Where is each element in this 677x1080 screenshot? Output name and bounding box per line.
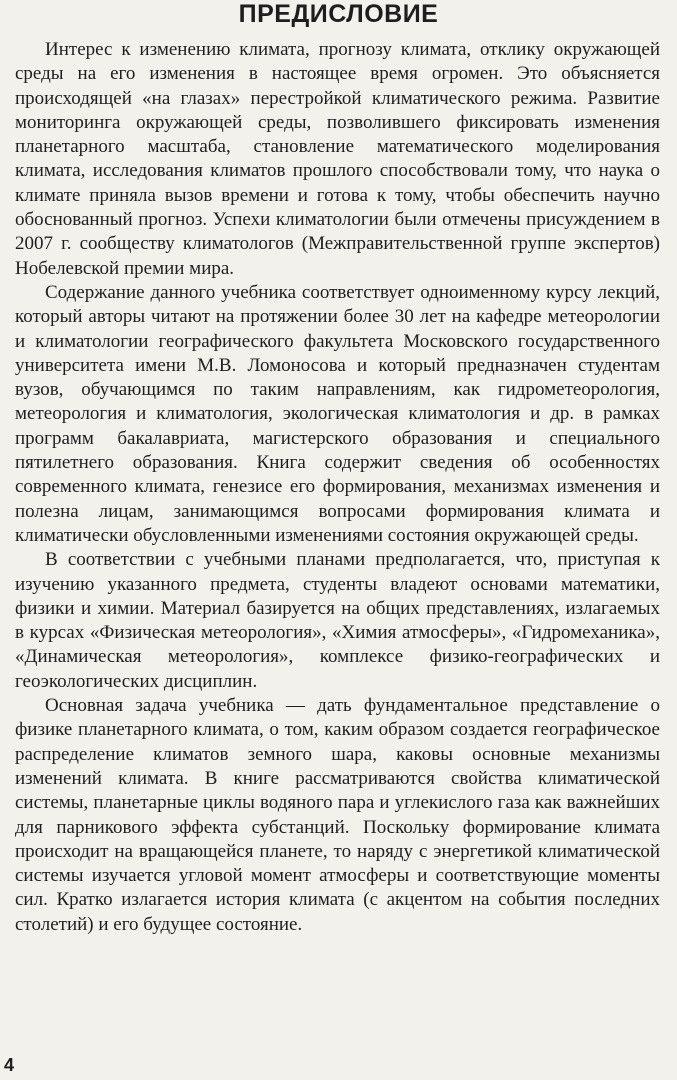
page-body: [15, 38, 660, 937]
paragraph-4: Основная задача учебника — дать фундаментальное представление о физике планетарного климата, о том, каким образом создается географическое распределение климатов земного шара, каковы основные механизмы изменений климата. В книге рассматриваются свойства климатической системы, планетарные циклы водяного пара и углекислого газа как важнейших для парникового эффекта субстанций. Поскольку формирование климата происходит на вращающейся планете, то наряду с энергетикой климатической системы изучается угловой момент атмосферы и соответствующие моменты сил. Кратко излагается история климата (с акцентом на события последних столетий) и его будущее состояние.: [15, 695, 660, 935]
page-number: 4: [4, 1055, 15, 1075]
paragraph-1: Интерес к изменению климата, прогнозу климата, отклику окружающей среды на его изменения в настоящее время огромен. Это объясняется происходящей «на глазах» перестройкой климатического режима. Развитие мониторинга окружающей среды, позволившего фиксировать изменения планетарного масштаба, становление математического моделирования климата, исследования климатов прошлого способствовали тому, что наука о климате приняла вызов времени и готова к тому, чтобы обеспечить научно обоснованный прогноз. Успехи климатологии были отмечены присуждением в 2007 г. сообществу климатологов (Межправительственной группе экспертов) Нобелевской премии мира.: [15, 39, 660, 279]
paragraph-3: В соответствии с учебными планами предполагается, что, приступая к изучению указанного предмета, студенты владеют основами математики, физики и химии. Материал базируется на общих представлениях, излагаемых в курсах «Физическая метеорология», «Химия атмосферы», «Гидромеханика», «Динамическая метеорология», комплексе физико-географических и геоэкологических дисциплин.: [15, 549, 660, 692]
paragraph-2: Содержание данного учебника соответствует одноименному курсу лекций, который авторы читают на протяжении более 30 лет на кафедре метеорологии и климатологии географического факультета Московского государственного университета имени М.В. Ломоносова и который предназначен студентам вузов, обучающимся по таким направлениям, как гидрометеорология, метеорология и климатология, экологическая климатология и др. в рамках программ бакалавриата, магистерского образования и специального пятилетнего образования. Книга содержит сведения об особенностях современного климата, генезисе его формирования, механизмах изменения и полезна лицам, занимающимся вопросами формирования климата и климатически обусловленными изменениями состояния окружающей среды.: [15, 281, 660, 546]
page-title: ПРЕДИСЛОВИЕ: [238, 0, 439, 28]
